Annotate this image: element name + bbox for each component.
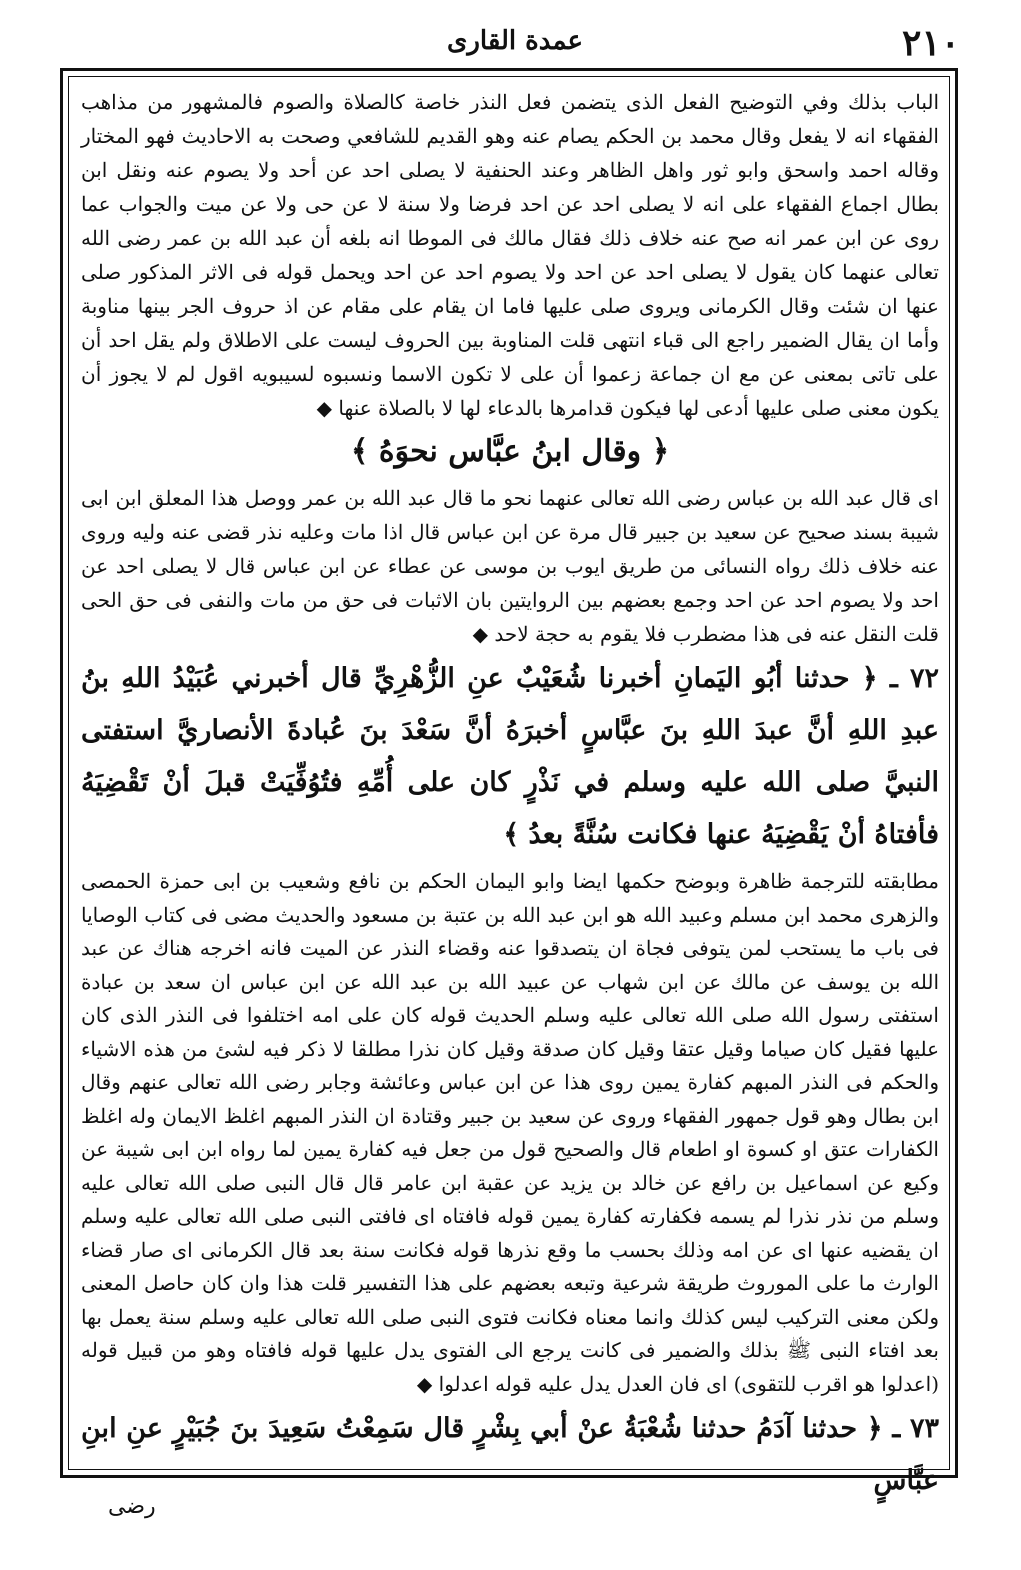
book-title: عمدة القارى (447, 26, 583, 56)
commentary-paragraph: الباب بذلك وفي التوضيح الفعل الذى يتضمن فعل النذر خاصة كالصلاة والصوم فالمشهور من مذاهب الفقهاء انه لا يفعل وقال محمد بن الحكم يصام عنه وهو القديم للشافعي وصحت به الاحاديث فهو المختار وقاله احمد واسحق وابو ثور واهل الظاهر وعند الحنفية لا يصلى احد عن أحد ولا يصوم عنه ونقل ابن بطال اجماع الفقهاء على انه لا يصلى احد عن احد فرضا ولا سنة لا عن حى ولا عن ميت والجواب عما روى عن ابن عمر انه صح عنه خلاف ذلك فقال مالك فى الموطا انه بلغه أن عبد الله بن عمر رضى الله تعالى عنهما كان يقول لا يصلى احد عن احد ولا يصوم احد عن احد ويحمل قوله فى الاثر المذكور صلى عنها ان شئت وقال الكرمانى ويروى صلى عليها فاما ان يقام على مقام عن اذ حروف الجر بينها مناوبة وأما ان يقال الضمير راجع الى قباء انتهى قلت المناوبة بين الحروف ليست على الاطلاق ولم يقل احد أن على تاتى بمعنى عن مع ان جماعة زعموا أن على لا تكون الاسما ونسبوه لسيبويه اقول لم لا يجوز أن يكون معنى صلى عليها أدعى لها فيكون قدامرها بالدعاء لها لا بالصلاة عنها ◆ (81, 90, 939, 420)
catchword: رضى (108, 1494, 156, 1519)
page-number: ٢١٠ (901, 22, 960, 64)
section-heading: ﴿ وقال ابنُ عبَّاس نحوَهُ ﴾ (350, 434, 670, 469)
hadith-text: ٧٢ ـ ﴿ حدثنا أبُو اليَمانِ أخبرنا شُعَيْبٌ عنِ الزُّهْرِيِّ قال أخبرني عُبَيْدُ اللهِ بنُ عبدِ اللهِ أنَّ عبدَ اللهِ بنَ عبَّاسٍ أخبرَهُ أنَّ سَعْدَ بنَ عُبادةَ الأنصاريَّ استفتى النبيَّ صلى الله عليه وسلم في نَذْرٍ كان على أُمِّهِ فتُوُفِّيَتْ قبلَ أنْ تَقْضِيَهُ فأفتاهُ أنْ يَقْضِيَهُ عنها فكانت سُنَّةً بعدُ ﴾ (81, 663, 939, 850)
page-body (81, 85, 939, 1511)
text-frame (60, 68, 958, 1496)
page-header (70, 22, 960, 66)
commentary-paragraph: مطابقته للترجمة ظاهرة وبوضح حكمها ايضا وابو اليمان الحكم بن نافع وشعيب بن ابى حمزة الحمصى والزهرى محمد ابن مسلم وعبيد الله هو ابن عبد الله بن عتبة بن مسعود والحديث مضى فى كتاب الوصايا فى باب ما يستحب لمن يتوفى فجاة ان يتصدقوا عنه وقضاء النذر عن الميت فانه اخرجه هناك عن عبد الله بن يوسف عن مالك عن ابن شهاب عن عبيد الله بن عبد الله عن ابن عباس ان سعد بن عبادة استفتى رسول الله صلى الله تعالى عليه وسلم الحديث قوله كان على امه اختلفوا فى النذر الذى كان عليها فقيل كان صياما وقيل عتقا وقيل كان صدقة وقيل كان نذرا مطلقا لا ذكر فيه لشئ من هذه الاشياء والحكم فى النذر المبهم كفارة يمين روى هذا عن ابن عباس وعائشة وجابر رضى الله تعالى عنهم وقال ابن بطال وهو قول جمهور الفقهاء وروى عن سعيد بن جبير وقتادة ان النذر المبهم اغلظ الايمان وله اغلظ الكفارات عتق او كسوة او اطعام قال والصحيح قول من جعل فيه كفارة يمين لما رواه ابن ابى شيبة عن وكيع عن اسماعيل بن رافع عن خالد بن يزيد عن عقبة ابن عامر قال قال النبى صلى الله تعالى عليه وسلم من نذر نذرا لم يسمه فكفارته كفارة يمين قوله فافتاه اى فافتى النبى صلى الله تعالى عليه وسلم ان يقضيه عنها اى عن امه وذلك بحسب ما وقع نذرها قوله فكانت سنة بعد قال الكرمانى اى صار قضاء الوارث ما على الموروث طريقة شرعية وتبعه بعضهم على هذا التفسير قلت هذا وان كان حاصل المعنى ولكن معنى التركيب ليس كذلك وانما معناه فكانت فتوى النبى صلى الله تعالى عليه وسلم سنة يعمل بها بعد افتاء النبى ﷺ بذلك والضمير فى كانت يرجع الى الفتوى يدل عليها قوله فافتاه وهو من قبيل قوله (اعدلوا هو اقرب للتقوى) اى فان العدل يدل عليه قوله اعدلوا ◆ (81, 869, 939, 1396)
hadith-text: ٧٣ ـ ﴿ حدثنا آدَمُ حدثنا شُعْبَةُ عنْ أبي بِشْرٍ قال سَمِعْتُ سَعِيدَ بنَ جُبَيْرٍ عنِ ابنِ عبَّاسٍ (81, 1413, 939, 1496)
commentary-paragraph: اى قال عبد الله بن عباس رضى الله تعالى عنهما نحو ما قال عبد الله بن عمر ووصل هذا المعلق ابن ابى شيبة بسند صحيح عن سعيد بن جبير قال مرة عن ابن عباس قال اذا مات وعليه نذر قضى عنه وليه وروى عنه خلاف ذلك رواه النسائى من طريق ايوب بن موسى عن عطاء عن ابن عباس قال لا يصلى احد عن احد ولا يصوم احد عن احد وجمع بعضهم بين الروايتين بان الاثبات فى حق من مات والنفى فى حق الحى قلت النقل عنه فى هذا مضطرب فلا يقوم به حجة لاحد ◆ (81, 486, 939, 646)
